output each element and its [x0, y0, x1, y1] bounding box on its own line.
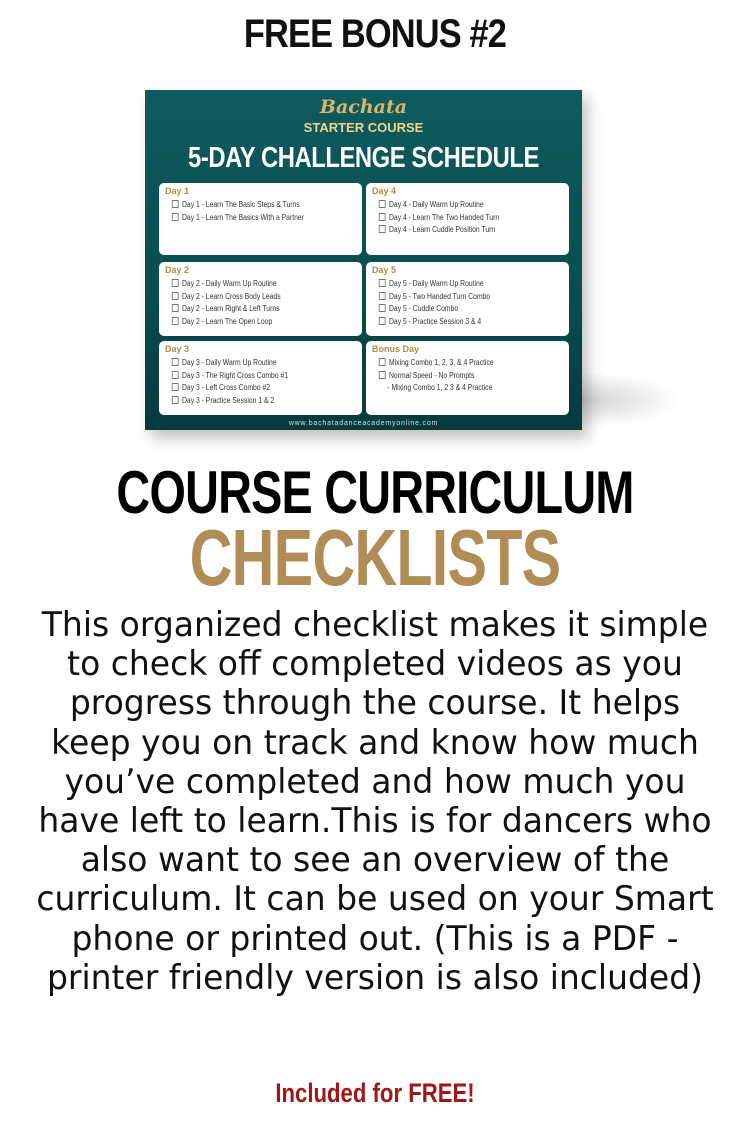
checkbox-icon[interactable]: [172, 371, 179, 379]
brand-subtitle: STARTER COURSE: [303, 120, 424, 135]
schedule-preview-card: [145, 90, 582, 430]
day-box-day3: [159, 341, 362, 415]
checkbox-icon[interactable]: [379, 317, 386, 325]
site-url: www.bachatadanceacademyonline.com: [288, 420, 439, 427]
checkbox-icon[interactable]: [379, 358, 386, 366]
checklist-item: Day 5 - Practice Session 3 & 4: [372, 316, 534, 329]
checkbox-icon[interactable]: [172, 304, 179, 312]
checkbox-icon[interactable]: [172, 317, 179, 325]
checklist-subitem: - Mixing Combo 1, 2 3 & 4 Practice: [387, 383, 493, 392]
checkbox-icon[interactable]: [172, 279, 179, 287]
checklist-item: Day 1 - Learn The Basics With a Partner: [165, 212, 327, 225]
day-box-day4: [366, 183, 569, 255]
headline-line2: CHECKLISTS: [189, 513, 561, 602]
checkbox-icon[interactable]: [172, 292, 179, 300]
checkbox-icon[interactable]: [379, 279, 386, 287]
schedule-title: 5-DAY CHALLENGE SCHEDULE: [188, 142, 539, 174]
checkbox-icon[interactable]: [379, 292, 386, 300]
day-box-title: Day 3: [165, 344, 190, 354]
bonus-title: FREE BONUS #2: [243, 12, 507, 56]
checkbox-icon[interactable]: [172, 383, 179, 391]
checklist-item: Day 4 - Learn The Two Handed Turn: [372, 212, 534, 225]
checklist-item: Day 3 - Daily Warm Up Routine: [165, 357, 327, 370]
free-note: Included for FREE!: [275, 1078, 475, 1108]
checkbox-icon[interactable]: [379, 304, 386, 312]
checkbox-icon[interactable]: [379, 200, 386, 208]
day-box-title: Day 2: [165, 265, 190, 275]
checklist-item: Day 1 - Learn The Basic Steps & Turns: [165, 199, 327, 212]
description-text: This organized checklist makes it simple to check off completed videos as you progress through the course. It helps keep you on track and know how much you’ve completed and how much you have left to learn.This is for dancers who also want to see an overview of the curriculum. It can be used on your Smart phone or printed out. (This is a PDF - printer friendly version is also included): [36, 605, 714, 998]
brand-script-logo: Bachata: [319, 96, 408, 118]
checklist-item: Day 2 - Daily Warm Up Routine: [165, 278, 327, 291]
day-box-title: Day 5: [372, 265, 397, 275]
headline-line1: COURSE CURRICULUM: [116, 459, 634, 526]
day-box-title: Bonus Day: [372, 344, 420, 354]
checkbox-icon[interactable]: [172, 396, 179, 404]
checklist-item: Day 5 - Cuddle Combo: [372, 303, 534, 316]
checkbox-icon[interactable]: [379, 371, 386, 379]
checklist-item: Day 5 - Daily Warm Up Routine: [372, 278, 534, 291]
day-box-day2: [159, 262, 362, 336]
checkbox-icon[interactable]: [172, 358, 179, 366]
day-box-title: Day 1: [165, 186, 190, 196]
checklist-item: Day 4 - Daily Warm Up Routine: [372, 199, 534, 212]
checklist-item: Day 2 - Learn The Open Loop: [165, 316, 327, 329]
checkbox-icon[interactable]: [379, 225, 386, 233]
day-box-day5: [366, 262, 569, 336]
checklist-item: Normal Speed - No Prompts: [372, 370, 534, 383]
checklist-item: Day 2 - Learn Cross Body Leads: [165, 291, 327, 304]
checklist-item: Day 5 - Two Handed Turn Combo: [372, 291, 534, 304]
day-box-bonus: [366, 341, 569, 415]
checklist-item: Day 3 - Practice Session 1 & 2: [165, 395, 327, 408]
checklist-item: Mixing Combo 1, 2, 3, & 4 Practice: [372, 357, 534, 370]
day-box-day1: [159, 183, 362, 255]
day-box-title: Day 4: [372, 186, 397, 196]
checklist-item: Day 2 - Learn Right & Left Turns: [165, 303, 327, 316]
checklist-item: Day 3 - Left Cross Combo #2: [165, 382, 327, 395]
checklist-item: Day 3 - The Right Cross Combo #1: [165, 370, 327, 383]
checklist-item: Day 4 - Learn Cuddle Position Turn: [372, 224, 534, 237]
checkbox-icon[interactable]: [172, 213, 179, 221]
checkbox-icon[interactable]: [379, 213, 386, 221]
checkbox-icon[interactable]: [172, 200, 179, 208]
